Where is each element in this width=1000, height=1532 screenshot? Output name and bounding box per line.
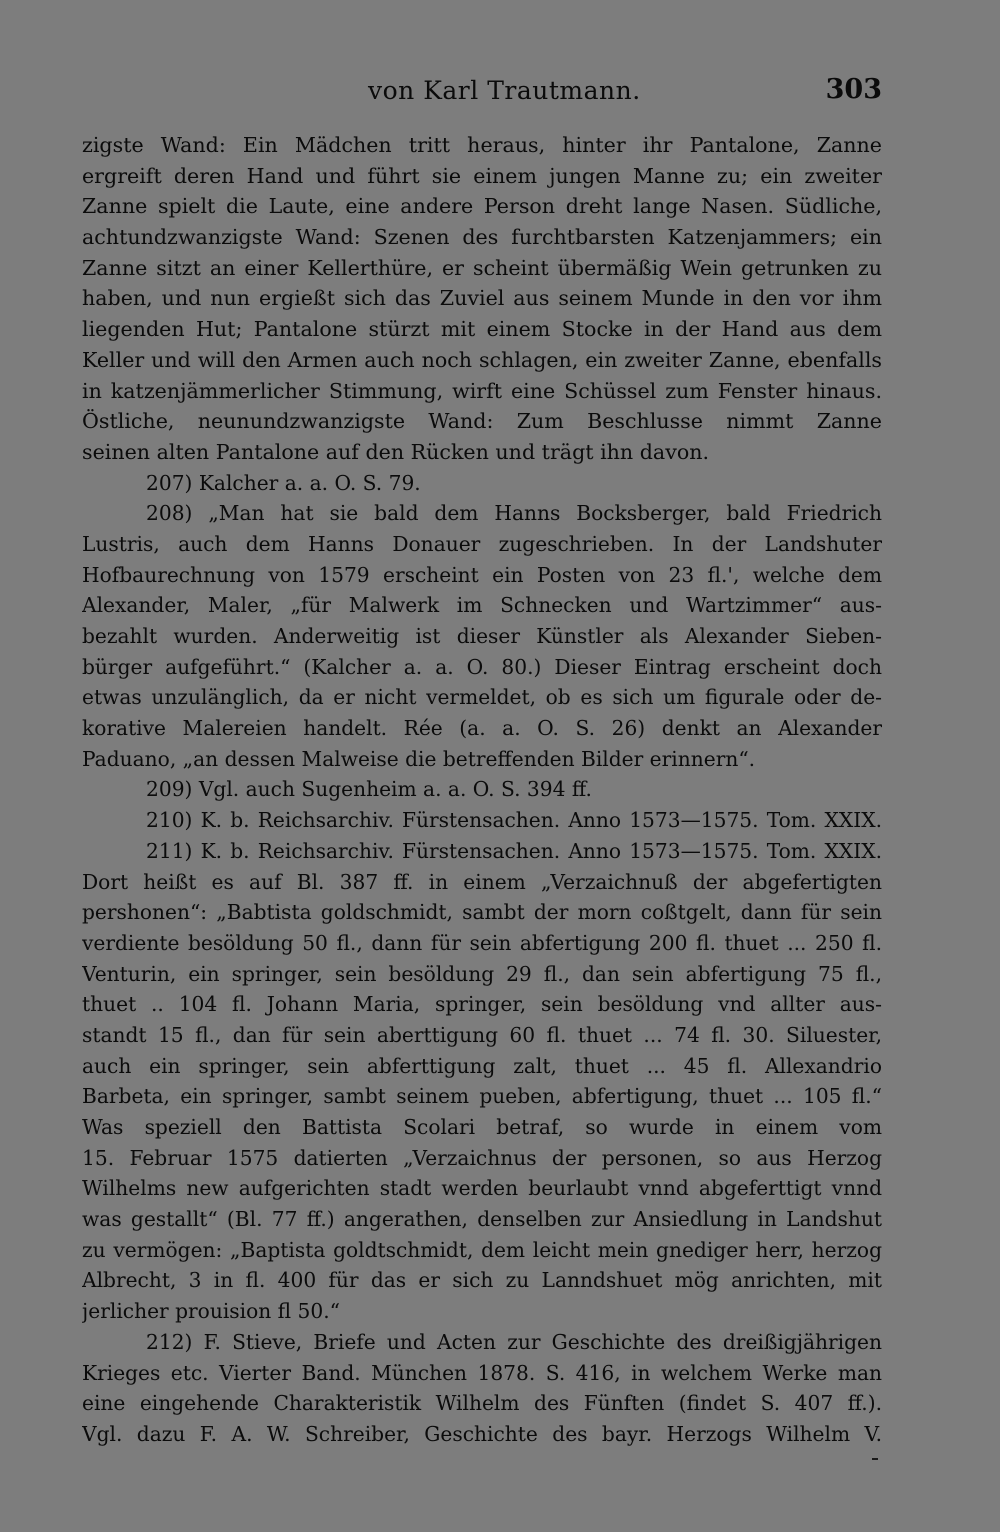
page-header [82, 72, 882, 112]
text-line: Zanne spielt die Laute, eine andere Person dreht lange Nasen. Südliche, [82, 194, 882, 219]
page-number: 303 [825, 74, 882, 105]
footnote-line: eine eingehende Charakteristik Wilhelm des Fünften (findet S. 407 ff.). [82, 1391, 882, 1416]
text-line: Östliche, neunundzwanzigste Wand: Zum Beschlusse nimmt Zanne [82, 409, 882, 434]
footnote-line: Krieges etc. Vierter Band. München 1878. S. 416, in welchem Werke man [82, 1360, 882, 1385]
footnote-line: bezahlt wurden. Anderweitig ist dieser Künstler als Alexander Sieben- [82, 624, 882, 648]
text-line: Keller und will den Armen auch noch schlagen, ein zweiter Zanne, ebenfalls [82, 347, 882, 372]
footnote-line: pershonen“: „Babtista goldschmidt, sambt der morn coßtgelt, dann für sein [82, 900, 882, 925]
footnote-line: Vgl. dazu F. A. W. Schreiber, Geschichte des bayr. Herzogs Wilhelm V. [82, 1421, 882, 1446]
footnote-line: 211) K. b. Reichsarchiv. Fürstensachen. Anno 1573—1575. Tom. XXIX. [146, 838, 882, 863]
text-line: haben, und nun ergießt sich das Zuviel aus seinem Munde in den vor ihm [82, 286, 882, 311]
text-line: zigste Wand: Ein Mädchen tritt heraus, hinter ihr Pantalone, Zanne [82, 133, 882, 157]
footnote-line: Dort heißt es auf Bl. 387 ff. in einem „Verzaichnuß der abgefertigten [82, 869, 882, 894]
text-line: seinen alten Pantalone auf den Rücken und trägt ihn davon. [82, 439, 710, 464]
footnote-line: 208) „Man hat sie bald dem Hanns Bocksberger, bald Friedrich [146, 501, 882, 526]
footnote-line: Hofbaurechnung von 1579 erscheint ein Posten von 23 fl.', welche dem [82, 562, 882, 587]
footnote-line: standt 15 fl., dan für sein aberttigung 60 fl. thuet ... 74 fl. 30. Siluester, [82, 1022, 882, 1047]
footnote-line: etwas unzulänglich, da er nicht vermeldet, ob es sich um figurale oder de- [82, 685, 882, 710]
footnote-line: Was speziell den Battista Scolari betraf, so wurde in einem vom [82, 1115, 882, 1139]
margin-mark [872, 1458, 878, 1460]
footnote-line: jerlicher prouision fl 50.“ [82, 1299, 340, 1324]
footnote-line: 212) F. Stieve, Briefe und Acten zur Geschichte des dreißigjährigen [146, 1329, 882, 1354]
footnote-line: bürger aufgeführt.“ (Kalcher a. a. O. 80.) Dieser Eintrag erscheint doch [82, 654, 882, 679]
footnote-line: zu vermögen: „Baptista goldtschmidt, dem leicht mein gnediger herr, herzog [82, 1237, 882, 1262]
footnote-line: auch ein springer, sein abferttigung zalt, thuet ... 45 fl. Allexandrio [82, 1053, 882, 1078]
footnote-line: verdiente besöldung 50 fl., dann für sein abfertigung 200 fl. thuet ... 250 fl. [82, 930, 882, 955]
footnote-line: 207) Kalcher a. a. O. S. 79. [146, 470, 421, 495]
footnote-line: Wilhelms new aufgerichten stadt werden beurlaubt vnnd abgeferttigt vnnd [82, 1176, 882, 1201]
footnote-line: thuet .. 104 fl. Johann Maria, springer, sein besöldung vnd allter aus- [82, 992, 882, 1017]
footnote-line: Alexander, Maler, „für Malwerk im Schnecken und Wartzimmer“ aus- [82, 593, 882, 618]
footnote-line: Barbeta, ein springer, sambt seinem pueben, abfertigung, thuet ... 105 fl.“ [82, 1084, 882, 1109]
footnote-line: 209) Vgl. auch Sugenheim a. a. O. S. 394 ff. [146, 777, 592, 802]
footnote-line: was gestallt“ (Bl. 77 ff.) angerathen, denselben zur Ansiedlung in Landshut [82, 1207, 882, 1232]
footnote-line: Paduano, „an dessen Malweise die betreffenden Bilder erinnern“. [82, 746, 756, 771]
text-line: achtundzwanzigste Wand: Szenen des furchtbarsten Katzenjammers; ein [82, 225, 882, 250]
text-line: liegenden Hut; Pantalone stürzt mit einem Stocke in der Hand aus dem [82, 317, 882, 342]
text-line: in katzenjämmerlicher Stimmung, wirft eine Schüssel zum Fenster hinaus. [82, 378, 882, 403]
footnote-line: Venturin, ein springer, sein besöldung 29 fl., dan sein abfertigung 75 fl., [82, 961, 882, 986]
footnote-line: Albrecht, 3 in fl. 400 für das er sich zu Lanndshuet mög anrichten, mit [82, 1268, 882, 1293]
text-line: Zanne sitzt an einer Kellerthüre, er scheint übermäßig Wein getrunken zu [82, 255, 882, 280]
body-text [82, 130, 882, 1450]
footnote-line: 210) K. b. Reichsarchiv. Fürstensachen. Anno 1573—1575. Tom. XXIX. [146, 808, 882, 833]
text-line: ergreift deren Hand und führt sie einem jungen Manne zu; ein zweiter [82, 163, 882, 188]
footnote-line: Lustris, auch dem Hanns Donauer zugeschrieben. In der Landshuter [82, 531, 882, 556]
footnote-line: 15. Februar 1575 datierten „Verzaichnus der personen, so aus Herzog [82, 1145, 882, 1170]
running-title: von Karl Trautmann. [368, 76, 641, 105]
footnote-line: korative Malereien handelt. Rée (a. a. O. S. 26) denkt an Alexander [82, 716, 882, 741]
